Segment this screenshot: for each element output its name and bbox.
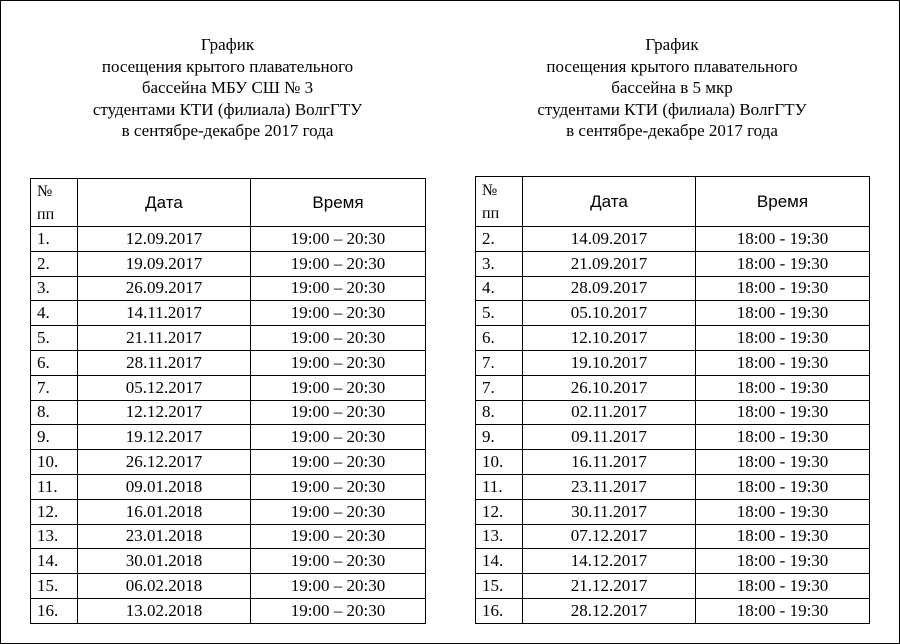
row-date: 26.10.2017 xyxy=(523,375,696,400)
row-number: 4. xyxy=(31,301,78,326)
table-row xyxy=(31,227,426,252)
row-date: 28.11.2017 xyxy=(78,350,251,375)
table-row xyxy=(31,574,426,599)
row-time: 19:00 – 20:30 xyxy=(251,499,426,524)
row-number: 16. xyxy=(31,598,78,623)
row-time: 18:00 - 19:30 xyxy=(696,474,870,499)
row-number: 6. xyxy=(476,326,523,351)
row-date: 12.09.2017 xyxy=(78,227,251,252)
row-time: 18:00 - 19:30 xyxy=(696,598,870,623)
row-time: 19:00 – 20:30 xyxy=(251,276,426,301)
row-number: 7. xyxy=(476,375,523,400)
table-row xyxy=(476,598,870,623)
table-row xyxy=(31,549,426,574)
row-time: 19:00 – 20:30 xyxy=(251,350,426,375)
left-title-line: посещения крытого плавательного xyxy=(101,56,354,76)
row-time: 18:00 - 19:30 xyxy=(696,301,870,326)
table-row xyxy=(476,375,870,400)
row-date: 30.11.2017 xyxy=(523,499,696,524)
header-num-line2: пп xyxy=(37,205,55,223)
row-time: 18:00 - 19:30 xyxy=(696,450,870,475)
table-row xyxy=(31,524,426,549)
row-date: 09.01.2018 xyxy=(78,474,251,499)
row-date: 12.12.2017 xyxy=(78,400,251,425)
row-date: 16.01.2018 xyxy=(78,499,251,524)
row-date: 19.09.2017 xyxy=(78,251,251,276)
row-date: 02.11.2017 xyxy=(523,400,696,425)
table-row xyxy=(31,425,426,450)
right-title-line: бассейна в 5 мкр xyxy=(611,78,733,97)
row-date: 14.12.2017 xyxy=(523,549,696,574)
table-row xyxy=(31,301,426,326)
right-schedule-table xyxy=(475,176,870,624)
header-num xyxy=(31,179,78,227)
row-number: 13. xyxy=(476,524,523,549)
row-date: 26.12.2017 xyxy=(78,450,251,475)
row-time: 19:00 – 20:30 xyxy=(251,251,426,276)
header-num-line2: пп xyxy=(482,204,500,222)
left-title-line: График xyxy=(200,35,255,54)
row-time: 18:00 - 19:30 xyxy=(696,350,870,375)
row-time: 19:00 – 20:30 xyxy=(251,574,426,599)
row-time: 19:00 – 20:30 xyxy=(251,598,426,623)
row-time: 18:00 - 19:30 xyxy=(696,400,870,425)
row-number: 9. xyxy=(31,425,78,450)
row-date: 30.01.2018 xyxy=(78,549,251,574)
row-time: 19:00 – 20:30 xyxy=(251,227,426,252)
right-title-line: посещения крытого плавательного xyxy=(546,56,798,76)
row-time: 19:00 – 20:30 xyxy=(251,301,426,326)
header-date: Дата xyxy=(523,177,696,227)
table-row xyxy=(31,326,426,351)
row-time: 18:00 - 19:30 xyxy=(696,375,870,400)
table-row xyxy=(476,574,870,599)
header-time: Время xyxy=(696,177,870,227)
row-number: 4. xyxy=(476,276,523,301)
header-time: Время xyxy=(251,179,426,227)
table-row xyxy=(476,350,870,375)
row-time: 19:00 – 20:30 xyxy=(251,400,426,425)
row-number: 8. xyxy=(476,400,523,425)
row-date: 26.09.2017 xyxy=(78,276,251,301)
table-row xyxy=(476,326,870,351)
row-number: 3. xyxy=(476,251,523,276)
table-row xyxy=(31,350,426,375)
left-title xyxy=(30,34,425,142)
row-time: 18:00 - 19:30 xyxy=(696,227,870,252)
table-row xyxy=(476,499,870,524)
left-title-line: студентами КТИ (филиала) ВолгГТУ xyxy=(92,99,363,119)
row-number: 2. xyxy=(31,251,78,276)
header-num-line1: № xyxy=(37,182,53,200)
row-date: 23.01.2018 xyxy=(78,524,251,549)
row-time: 18:00 - 19:30 xyxy=(696,276,870,301)
row-number: 15. xyxy=(476,574,523,599)
row-number: 15. xyxy=(31,574,78,599)
left-title-line: в сентябре-декабре 2017 года xyxy=(121,121,334,140)
table-row xyxy=(476,524,870,549)
row-number: 1. xyxy=(31,227,78,252)
table-row xyxy=(476,276,870,301)
row-date: 21.11.2017 xyxy=(78,326,251,351)
row-number: 11. xyxy=(476,474,523,499)
row-time: 19:00 – 20:30 xyxy=(251,326,426,351)
row-time: 18:00 - 19:30 xyxy=(696,524,870,549)
row-date: 06.02.2018 xyxy=(78,574,251,599)
row-number: 7. xyxy=(31,375,78,400)
row-number: 10. xyxy=(31,450,78,475)
table-row xyxy=(476,227,870,252)
row-number: 6. xyxy=(31,350,78,375)
row-date: 05.12.2017 xyxy=(78,375,251,400)
row-date: 05.10.2017 xyxy=(523,301,696,326)
right-title-line: в сентябре-декабре 2017 года xyxy=(566,121,778,140)
row-number: 2. xyxy=(476,227,523,252)
row-date: 13.02.2018 xyxy=(78,598,251,623)
row-date: 28.12.2017 xyxy=(523,598,696,623)
table-row xyxy=(476,549,870,574)
row-time: 18:00 - 19:30 xyxy=(696,574,870,599)
table-row xyxy=(31,276,426,301)
table-row xyxy=(476,450,870,475)
row-time: 19:00 – 20:30 xyxy=(251,549,426,574)
row-date: 19.12.2017 xyxy=(78,425,251,450)
row-date: 12.10.2017 xyxy=(523,326,696,351)
row-number: 9. xyxy=(476,425,523,450)
row-time: 18:00 - 19:30 xyxy=(696,251,870,276)
row-time: 19:00 – 20:30 xyxy=(251,474,426,499)
table-row xyxy=(476,400,870,425)
row-date: 21.09.2017 xyxy=(523,251,696,276)
header-date: Дата xyxy=(78,179,251,227)
row-date: 19.10.2017 xyxy=(523,350,696,375)
row-date: 23.11.2017 xyxy=(523,474,696,499)
row-date: 14.11.2017 xyxy=(78,301,251,326)
row-number: 16. xyxy=(476,598,523,623)
row-number: 5. xyxy=(476,301,523,326)
table-row xyxy=(31,375,426,400)
right-title xyxy=(475,34,869,142)
left-title-line: бассейна МБУ СШ № 3 xyxy=(141,78,314,97)
table-row xyxy=(31,450,426,475)
header-num-line1: № xyxy=(482,181,498,199)
row-number: 13. xyxy=(31,524,78,549)
right-title-line: студентами КТИ (филиала) ВолгГТУ xyxy=(537,99,807,119)
table-row xyxy=(31,474,426,499)
row-time: 18:00 - 19:30 xyxy=(696,326,870,351)
row-time: 19:00 – 20:30 xyxy=(251,375,426,400)
row-date: 07.12.2017 xyxy=(523,524,696,549)
row-date: 09.11.2017 xyxy=(523,425,696,450)
row-time: 19:00 – 20:30 xyxy=(251,425,426,450)
right-title-line: График xyxy=(645,35,699,54)
row-number: 8. xyxy=(31,400,78,425)
header-num xyxy=(476,177,523,227)
table-row xyxy=(476,474,870,499)
row-number: 10. xyxy=(476,450,523,475)
row-date: 16.11.2017 xyxy=(523,450,696,475)
row-date: 28.09.2017 xyxy=(523,276,696,301)
table-row xyxy=(31,251,426,276)
row-time: 19:00 – 20:30 xyxy=(251,450,426,475)
row-number: 14. xyxy=(31,549,78,574)
row-number: 11. xyxy=(31,474,78,499)
left-schedule-table xyxy=(30,178,426,624)
row-number: 14. xyxy=(476,549,523,574)
row-date: 21.12.2017 xyxy=(523,574,696,599)
row-number: 12. xyxy=(31,499,78,524)
table-row xyxy=(31,400,426,425)
row-time: 18:00 - 19:30 xyxy=(696,499,870,524)
row-number: 5. xyxy=(31,326,78,351)
table-row xyxy=(476,425,870,450)
row-date: 14.09.2017 xyxy=(523,227,696,252)
row-number: 3. xyxy=(31,276,78,301)
table-row xyxy=(476,251,870,276)
row-time: 18:00 - 19:30 xyxy=(696,549,870,574)
table-row xyxy=(31,598,426,623)
row-number: 7. xyxy=(476,350,523,375)
row-number: 12. xyxy=(476,499,523,524)
table-row xyxy=(476,301,870,326)
row-time: 18:00 - 19:30 xyxy=(696,425,870,450)
row-time: 19:00 – 20:30 xyxy=(251,524,426,549)
table-row xyxy=(31,499,426,524)
